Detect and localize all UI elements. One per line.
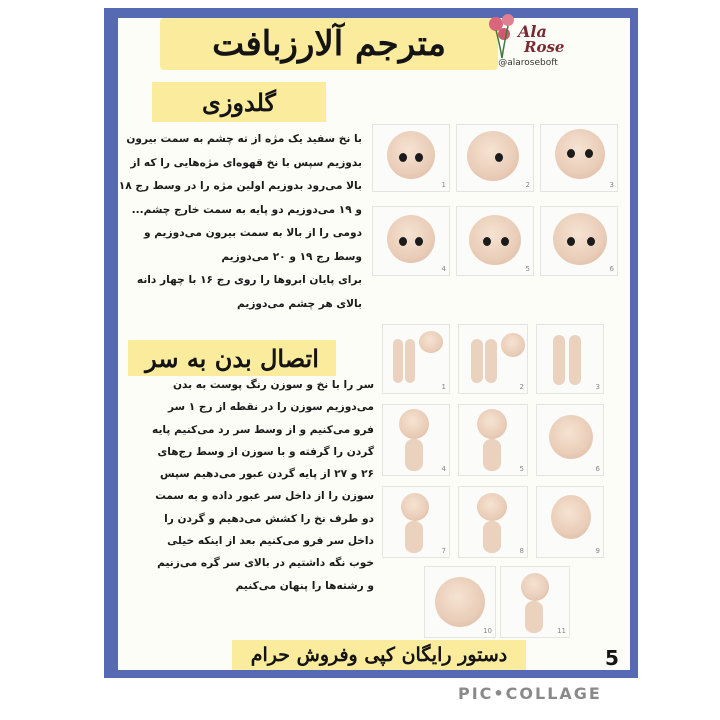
section2-title: اتصال بدن به سر — [145, 343, 319, 373]
brand-name-line1: Ala — [518, 22, 547, 41]
step-photo — [456, 124, 534, 192]
section1-heading — [152, 82, 326, 122]
text-line: خوب نگه داشتیم در بالای سر گره می‌زنیم — [157, 557, 374, 570]
text-line: وسط رج ۱۹ و ۲۰ می‌دوزیم — [221, 250, 362, 263]
step-photo — [540, 124, 618, 192]
photo-number: 2 — [519, 383, 524, 391]
text-line: دو طرف نخ را کشش می‌دهیم و گردن را — [164, 512, 374, 525]
photo-number: 2 — [525, 181, 530, 189]
footer-banner — [232, 640, 526, 670]
brand-logo — [480, 8, 576, 72]
step-photo — [424, 566, 496, 638]
step-photo — [536, 486, 604, 558]
text-line: داخل سر فرو می‌کنیم بعد از اینکه خیلی — [167, 535, 374, 548]
text-line: و ۱۹ می‌دوزیم دو پایه به سمت خارج چشم... — [131, 203, 362, 216]
rose-icon — [482, 10, 522, 60]
step-photo — [382, 486, 450, 558]
step-photo — [458, 324, 528, 394]
step-photo — [456, 206, 534, 276]
photo-number: 3 — [595, 383, 600, 391]
step-photo — [536, 404, 604, 476]
text-line: با نخ سفید یک مژه از ته چشم به سمت بیرون — [126, 133, 362, 145]
step-photo — [500, 566, 570, 638]
text-line: گردن را گرفته و با سوزن از وسط رج‌های — [157, 445, 374, 458]
text-line: می‌دوزیم سوزن را در نقطه از رج ۱ سر — [168, 401, 374, 414]
step-photo — [536, 324, 604, 394]
step-photo — [372, 124, 450, 192]
watermark-text: PIC•COLLAGE — [458, 684, 602, 703]
text-line: سوزن را از داخل سر عبور داده و به سمت — [155, 490, 374, 503]
brand-name-line2: Rose — [524, 38, 565, 56]
text-line: دومی را از بالا به سمت بیرون می‌دوزیم و — [143, 227, 362, 239]
page-title: مترجم آلارزبافت — [212, 24, 446, 64]
photo-number: 5 — [519, 465, 524, 473]
section2-text — [118, 374, 374, 597]
photo-number: 5 — [525, 265, 530, 273]
step-photo — [458, 486, 528, 558]
step-photo — [372, 206, 450, 276]
footer-text: دستور رایگان کپی وفروش حرام — [250, 644, 508, 666]
header-banner — [160, 18, 498, 70]
step-photo — [540, 206, 618, 276]
step-photo — [382, 324, 450, 394]
photo-number: 4 — [441, 465, 446, 473]
photo-number: 3 — [609, 181, 614, 189]
step-photo — [458, 404, 528, 476]
page-number: 5 — [605, 646, 619, 670]
text-line: بدوزیم سپس با نخ قهوه‌ای مژه‌هایی را که از — [130, 156, 362, 169]
photo-number: 11 — [557, 627, 566, 635]
photo-number: 8 — [519, 547, 524, 555]
text-line: و رشته‌ها را پنهان می‌کنیم — [235, 579, 374, 592]
text-line: برای پایان ابروها را روی رج ۱۶ با چهار دانه — [136, 274, 362, 286]
text-line: سر را با نخ و سوزن رنگ پوست به بدن — [172, 379, 374, 391]
text-line: ۲۶ و ۲۷ از پایه گردن عبور می‌دهیم سپس — [160, 468, 374, 481]
photo-number: 4 — [441, 265, 446, 273]
photo-number: 1 — [441, 383, 446, 391]
photo-number: 6 — [595, 465, 600, 473]
step-photo — [382, 404, 450, 476]
section2-heading — [128, 340, 336, 376]
text-line: بالا می‌رود بدوزیم اولین مژه را در وسط رج ۱۸ — [118, 180, 362, 192]
section1-text — [118, 128, 362, 316]
text-line: بالای هر چشم می‌دوزیم — [237, 297, 362, 310]
brand-handle: @alaroseboft — [498, 58, 558, 68]
section1-title: گلدوزی — [202, 87, 276, 117]
photo-number: 1 — [441, 181, 446, 189]
text-line: فرو می‌کنیم و از وسط سر رد می‌کنیم پایه — [152, 423, 374, 436]
photo-number: 9 — [595, 547, 600, 555]
photo-number: 7 — [441, 547, 446, 555]
photo-number: 6 — [609, 265, 614, 273]
photo-number: 10 — [483, 627, 492, 635]
